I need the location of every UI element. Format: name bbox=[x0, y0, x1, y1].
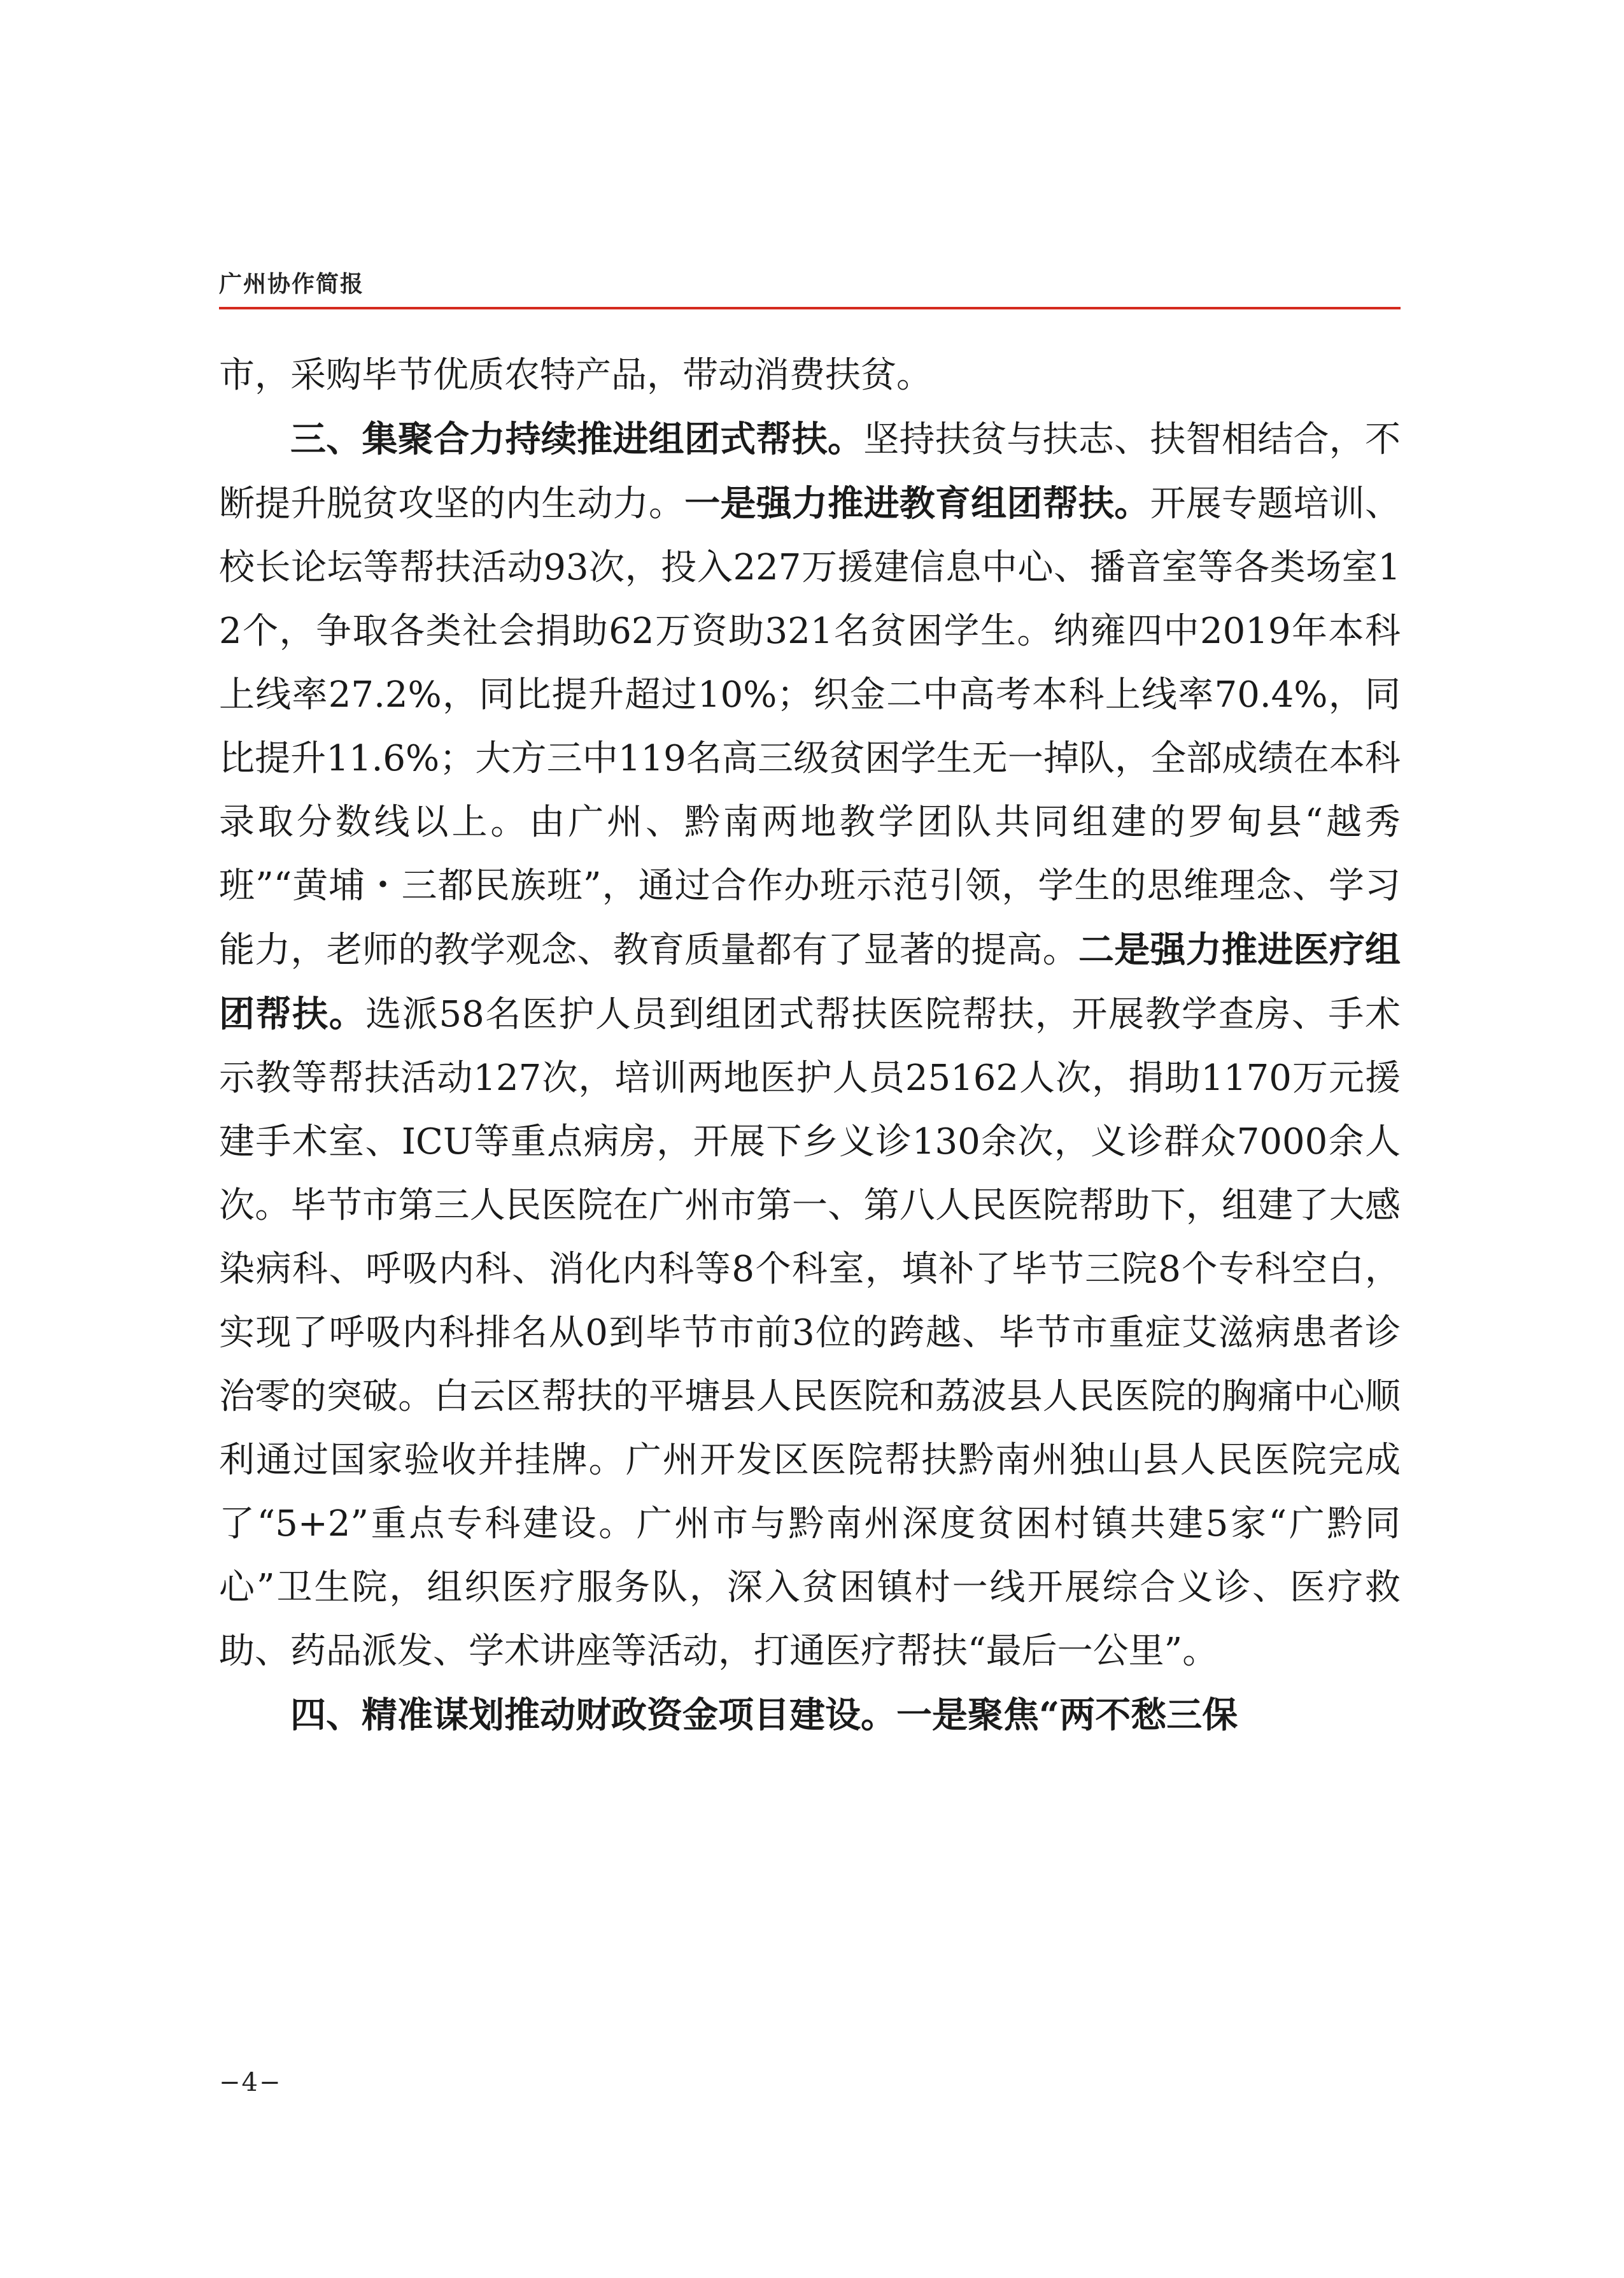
paragraph-section-three bbox=[219, 407, 1401, 1683]
text-run: 市，采购毕节优质农特产品，带动消费扶贫。 bbox=[219, 355, 932, 396]
section-four-heading: 四、精准谋划推动财政资金项目建设。一是聚焦“两不愁三保 bbox=[290, 1694, 1238, 1736]
education-subheading: 一是强力推进教育组团帮扶。 bbox=[684, 483, 1150, 525]
text-run: 选派58名医护人员到组团式帮扶医院帮扶，开展教学查房、手术示教等帮扶活动127次，培训两地医护人员25162人次，捐助1170万元援建手术室、ICU等重点病房，开展下乡义诊130余次，义诊群众7000余人次。毕节市第三人民医院在广州市第一、第八人民医院帮助下，组建了大感染病科、呼吸内科、消化内科等8个科室，填补了毕节三院8个专科空白，实现了呼吸内科排名从0到毕节市前3位的跨越、毕节市重症艾滋病患者诊治零的突破。白云区帮扶的平塘县人民医院和荔波县人民医院的胸痛中心顺利通过国家验收并挂牌。广州开发区医院帮扶黔南州独山县人民医院完成了“5+2”重点专科建设。广州市与黔南州深度贫困村镇共建5家“广黔同心”卫生院，组织医疗服务队，深入贫困镇村一线开展综合义诊、医疗救助、药品派发、学术讲座等活动，打通医疗帮扶“最后一公里”。 bbox=[219, 994, 1401, 1672]
paragraph-continuation bbox=[219, 344, 1401, 407]
paragraph-section-four bbox=[219, 1683, 1401, 1748]
text-run: 坚持扶贫与扶志、扶智相结合，不断提升脱贫攻坚的内生动力。 bbox=[219, 419, 1401, 525]
document-body bbox=[219, 344, 1401, 1748]
page-number: −4− bbox=[219, 2068, 282, 2097]
header-red-rule bbox=[219, 307, 1401, 309]
medical-subheading: 二是强力推进医疗组团帮扶。 bbox=[219, 929, 1401, 1035]
section-three-heading: 三、集聚合力持续推进组团式帮扶。 bbox=[290, 418, 864, 460]
text-run: 开展专题培训、校长论坛等帮扶活动93次，投入227万援建信息中心、播音室等各类场室12个，争取各类社会捐助62万资助321名贫困学生。纳雍四中2019年本科上线率27.2%，同比提升超过10%；织金二中高考本科上线率70.4%，同比提升11.6%；大方三中119名高三级贫困学生无一掉队，全部成绩在本科录取分数线以上。由广州、黔南两地教学团队共同组建的罗甸县“越秀班”“黄埔・三都民族班”，通过合作办班示范引领，学生的思维理念、学习能力，老师的教学观念、教育质量都有了显著的提高。 bbox=[219, 483, 1401, 971]
document-header-title: 广州协作简报 bbox=[219, 271, 365, 297]
